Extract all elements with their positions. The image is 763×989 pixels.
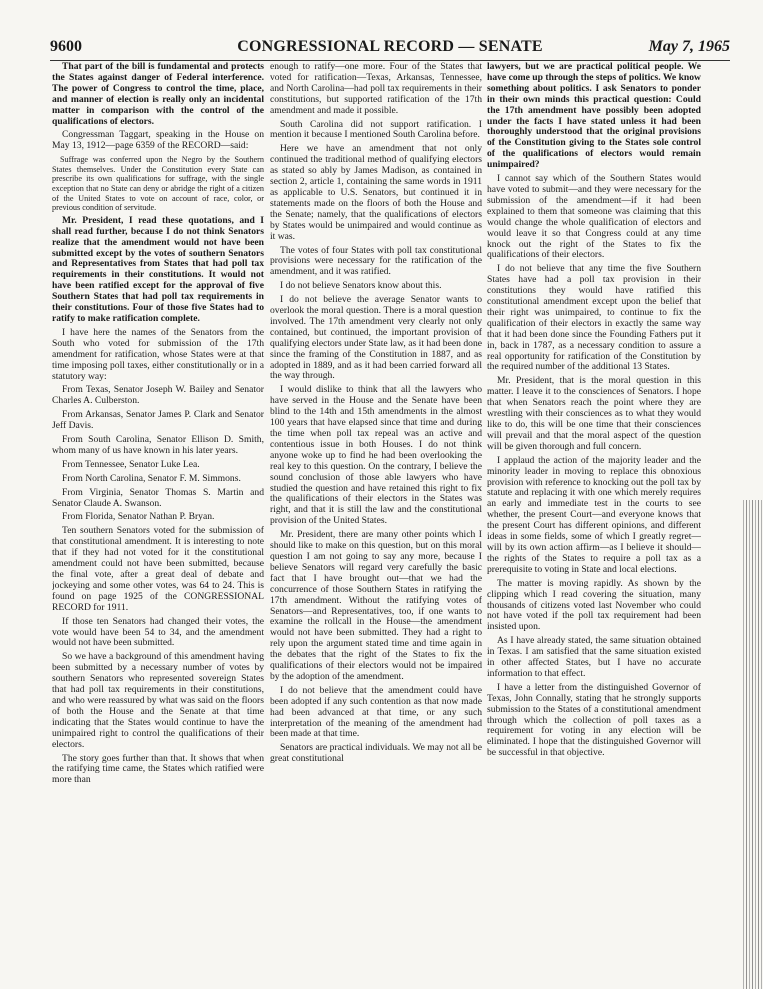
paragraph: From Virginia, Senator Thomas S. Martin and Senator Claude A. Swanson. bbox=[52, 486, 264, 509]
publication-date: May 7, 1965 bbox=[648, 38, 730, 55]
paragraph: From Tennessee, Senator Luke Lea. bbox=[62, 458, 200, 470]
header-rule bbox=[50, 60, 730, 61]
paragraph: I would dislike to think that all the lawyers who have served in the House and the Senate have been blind to the 14th and 15th amendments in the almost 100 years that have elapsed since that time and during the time when poll tax repeal was an active and contentious issue in both Houses. I do not think anyone woke up to find he had been overlooking the real key to this question. On the contrary, I believe the sound conclusion of those able lawyers who have studied the question and have retained this right to fix the qualifications of their electors in the States was right, and that it is still the law and the constitutional provision of the United States. bbox=[270, 384, 482, 527]
paragraph: From Arkansas, Senator James P. Clark and Senator Jeff Davis. bbox=[52, 409, 264, 432]
paragraph: From North Carolina, Senator F. M. Simmons. bbox=[62, 472, 241, 484]
paragraph: Suffrage was conferred upon the Negro by the Southern States themselves. Under the Constitution every State can prescribe its own qualifications for suffrage, with the single exception that no State can deny or abridge the right of a citizen of the United States to vote on account of race, color, or previous condition of servitude. bbox=[52, 155, 264, 213]
scan-edge-artifact bbox=[741, 500, 763, 989]
text-column-1 bbox=[52, 62, 264, 967]
paragraph: Congressman Taggart, speaking in the House on May 13, 1912—page 6359 of the RECORD—said: bbox=[52, 129, 264, 152]
paragraph: So we have a background of this amendment having been submitted by a necessary number of votes by southern Senators who represented sovereign States that had poll tax requirements in their constitutions, and who were reassured by what was said on the floors of both the House and the Senate at that time indicating that the States would continue to have the unimpaired right to control the qualifications of their electors. bbox=[52, 651, 264, 750]
paragraph: The story goes further than that. It shows that when the ratifying time came, the States which ratified were more than bbox=[52, 752, 264, 786]
paragraph: I cannot say which of the Southern States would have voted to submit—and they were necessary for the submission of the amendment—if it had been explained to them that someone was claiming that this would change the whole qualification of electors and would leave it so that Congress could at any time knock out the right of the States to fix the qualifications of their electors. bbox=[487, 173, 701, 261]
paragraph: Mr. President, I read these quotations, and I shall read further, because I do not think Senators realize that the amendment would not have been submitted except by the votes of southern Senators and Representatives from States that had poll tax requirements in their constitutions. It would not have been ratified except for the approval of five Southern States that had poll tax requirements in their constitutions. Four of those five States had to ratify to make ratification complete. bbox=[52, 214, 264, 324]
page-header bbox=[50, 38, 730, 60]
paragraph: lawyers, but we are practical political people. We have come up through the steps of politics. We know something about politics. I ask Senators to ponder in their own minds this practical question: Could the 17th amendment have possibly been adopted under the facts I have stated unless it had been thoroughly understood that the original provisions of the Constitution giving to the States sole control of the qualifications of electors would remain unimpaired? bbox=[487, 62, 701, 171]
paragraph: I have here the names of the Senators from the South who voted for submission of the 17th amendment for ratification, whose States were at that time imposing poll taxes, either constitutionally or in a statutory way: bbox=[52, 326, 264, 382]
page-number: 9600 bbox=[50, 38, 82, 55]
paragraph: I do not believe the average Senator wants to overlook the moral question. There is a moral question involved. The 17th amendment very clearly not only contained, but continued, the important provision of qualifying electors under State law, as it had been done since the framing of the Constitution in 1887, and as adopted in 1889, and as it had been carried forward all the way through. bbox=[270, 294, 482, 382]
paragraph: Here we have an amendment that not only continued the traditional method of qualifying electors as stated so ably by James Madison, as contained in section 2, article 1, containing the same words in 1911 as applicable to U.S. Senators, but continued it in statements made on the floors of both the House and the Senate; namely, that the qualifications of electors by States would be unimpaired and would continue as it was. bbox=[270, 143, 482, 242]
paragraph: As I have already stated, the same situation obtained in Texas. I am satisfied that the same situation existed in other affected States, but I have no accurate information to that effect. bbox=[487, 635, 701, 679]
text-column-2 bbox=[270, 62, 482, 967]
paragraph: From South Carolina, Senator Ellison D. Smith, whom many of us have known in his later years. bbox=[52, 434, 264, 456]
paragraph: From Florida, Senator Nathan P. Bryan. bbox=[62, 511, 215, 523]
paragraph: Ten southern Senators voted for the submission of that constitutional amendment. It is interesting to note that if they had not voted for it the constitutional amendment could not have been submitted, because the final vote, after a great deal of debate and jockeying and some other votes, was 64 to 24. This is found on page 1925 of the CONGRESSIONAL RECORD for 1911. bbox=[52, 525, 264, 613]
paragraph: The matter is moving rapidly. As shown by the clipping which I read covering the situation, many thousands of citizens voted last November who could not have voted if the poll tax requirement had been insisted upon. bbox=[487, 577, 701, 633]
paragraph: I have a letter from the distinguished Governor of Texas, John Connally, stating that he strongly supports submission to the States of a constitutional amendment through which the collection of poll taxes as a requirement for voting in any election will be eliminated. I hope that the distinguished Governor will be successful in that objective. bbox=[487, 681, 701, 759]
text-column-3 bbox=[487, 62, 701, 967]
paragraph: From Texas, Senator Joseph W. Bailey and Senator Charles A. Culberston. bbox=[52, 384, 264, 407]
paragraph: I applaud the action of the majority leader and the minority leader in moving to replace this obnoxious provision with reference to knocking out the poll tax by statute and replacing it with one which merely requires an early and immediate test in the courts to see whether, the present Court—and everyone knows that the present Court has different opinions, and different ideas in some fields, some of which I greatly regret—will by its own action affirm—as I believe it should—the rights of the States to require a poll tax as a prerequisite to voting in State and local elections. bbox=[487, 454, 701, 575]
paragraph: The votes of four States with poll tax constitutional provisions were necessary for the ratification of the amendment, and it was ratified. bbox=[270, 244, 482, 278]
paragraph: Mr. President, that is the moral question in this matter. I leave it to the consciences of Senators. I hope that when Senators reach the point where they are wrestling with their consciences as to what they would like to do, this will be one time that their consciences will prevail and that the moral aspect of the question will be given thorough and full concern. bbox=[487, 375, 701, 452]
paragraph: I do not believe that the amendment could have been adopted if any such contention as that now made had been advanced at that time, or any such interpretation of the meaning of the amendment had been made at that time. bbox=[270, 684, 482, 740]
paragraph: If those ten Senators had changed their votes, the vote would have been 54 to 34, and the amendment would not have been submitted. bbox=[52, 615, 264, 649]
paragraph: I do not believe Senators know about this. bbox=[280, 280, 442, 292]
paragraph: Senators are practical individuals. We may not all be great constitutional bbox=[270, 742, 482, 765]
paragraph: I do not believe that any time the five Southern States have had a poll tax provision in their constitutions they would have ratified this constitutional amendment except upon the belief that their right was unimpaired, to continue to fix the qualification of their electors in exactly the same way that it had been done since the Founding Fathers put it in, back in 1787, as a necessary condition to assure a real opportunity for ratification of the Constitution by the required number of the additional 13 States. bbox=[487, 263, 701, 373]
paragraph: That part of the bill is fundamental and protects the States against danger of Federal interference. The power of Congress to control the time, place, and manner of election is really only an incidental matter in comparison with the control of the qualifications of electors. bbox=[52, 62, 264, 127]
paragraph: South Carolina did not support ratification. I mention it because I mentioned South Carolina before. bbox=[270, 118, 482, 141]
paragraph: Mr. President, there are many other points which I should like to make on this question, but on this moral question I am not going to say any more, because I believe Senators will regard very carefully the basic fact that I have brought out—that we had the concurrence of those Southern States in ratifying the 17th amendment. Without the ratifying votes of Senators—and Representatives, too, if one wants to examine the rollcall in the House—the amendment would not have been submitted. They had a right to rely upon the argument stated time and time again in the debates that the right of the States to fix the qualifications of their electors would not be impaired by the adoption of the amendment. bbox=[270, 529, 482, 682]
publication-title: CONGRESSIONAL RECORD — SENATE bbox=[237, 38, 543, 55]
paragraph: enough to ratify—one more. Four of the States that voted for ratification—Texas, Arkansas, Tennessee, and North Carolina—had poll tax requirements in their constitutions, but supported ratification of the 17th amendment and made it possible. bbox=[270, 62, 482, 116]
